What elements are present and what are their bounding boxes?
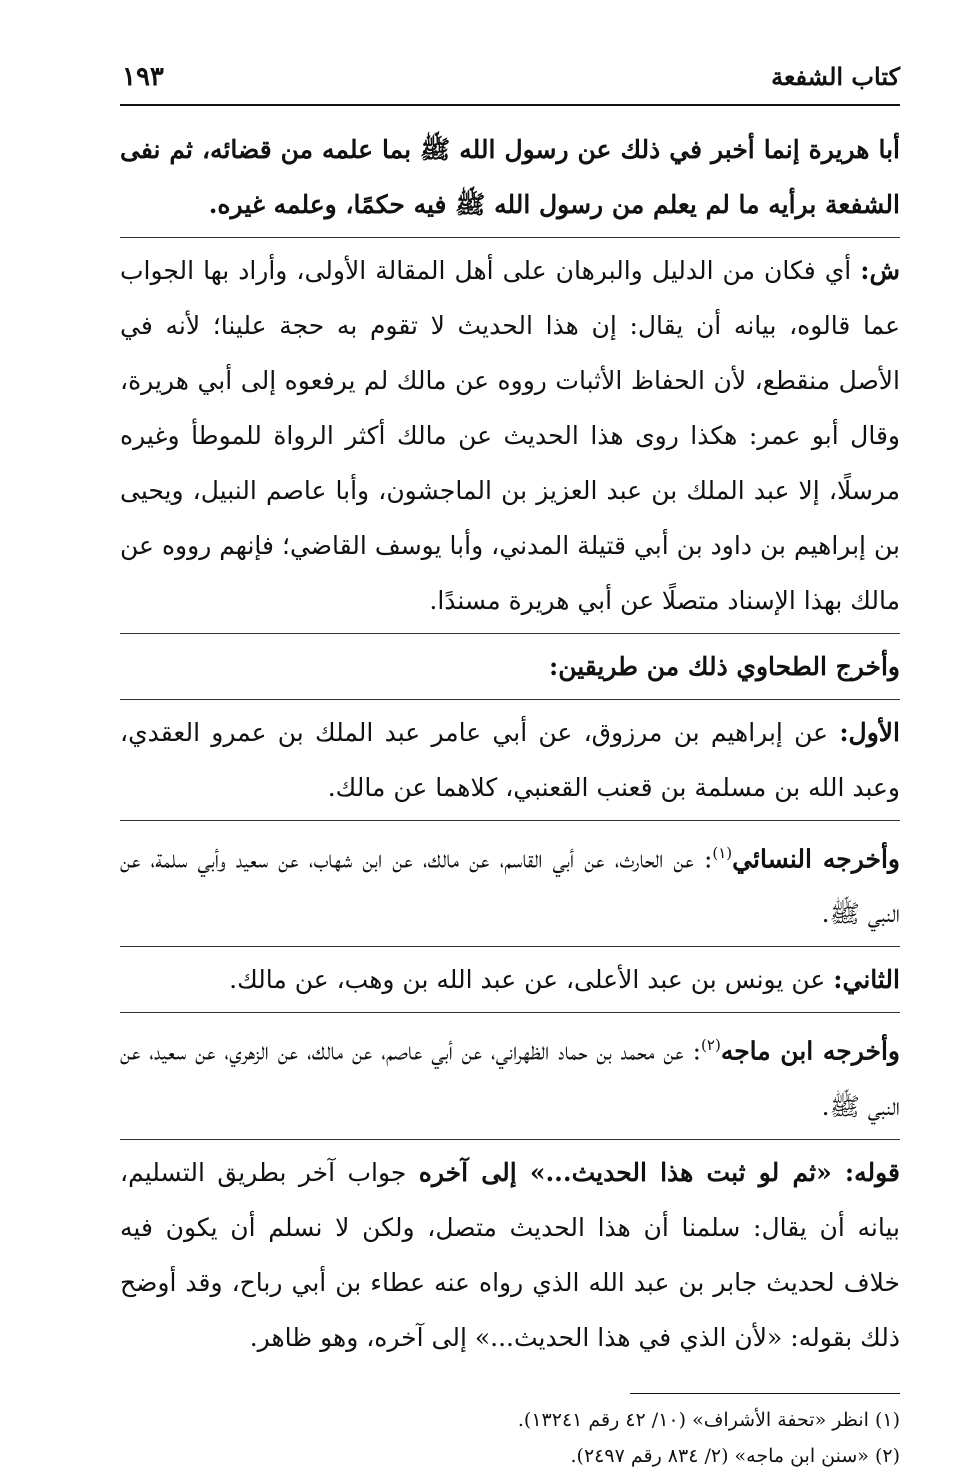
paragraph-8-text: جواب آخر بطريق التسليم، بيانه أن يقال: سلمنا أن هذا الحديث متصل، ولكن لا نسلم أن يكون فيه خلاف لحديث جابر بن عبد الله الذي رواه عنه عطاء بن أبي رباح، وقد أوضح ذلك بقوله: «لأن الذي في هذا الحديث...» إلى آخره، وهو ظاهر.: [120, 1157, 900, 1352]
paragraph-8: [120, 1145, 900, 1365]
paragraph-5: [120, 826, 900, 941]
qawluhu-label: قوله: «ثم لو ثبت هذا الحديث...» إلى آخره: [418, 1157, 900, 1187]
paragraph-2-text: أي فكان من الدليل والبرهان على أهل المقالة الأولى، وأراد بها الجواب عما قالوه، بيانه أن يقال: إن هذا الحديث لا تقوم به حجة علينا؛ لأنه في الأصل منقطع، لأن الحفاظ الأثبات رووه عن مالك لم يرفعوه إلى أبي هريرة، وقال أبو عمر: هكذا روى هذا الحديث عن مالك أكثر الرواة للموطأ وغيره مرسلًا، إلا عبد الملك بن عبد العزيز بن الماجشون، وأبا عاصم النبيل، ويحيى بن إبراهيم بن داود بن أبي قتيلة المدني، وأبا يوسف القاضي؛ فإنهم رووه عن مالك بهذا الإسناد متصلًا عن أبي هريرة مسندًا.: [120, 256, 900, 615]
paragraph-4-text: عن إبراهيم بن مرزوق، عن أبي عامر عبد الملك بن عمرو العقدي، وعبد الله بن مسلمة بن قعنب القعنبي، كلاهما عن مالك.: [120, 718, 900, 802]
page-header: [120, 56, 900, 106]
separator: [120, 633, 900, 634]
paragraph-5-text: : عن الحارث، عن أبي القاسم، عن مالك، عن ابن شهاب، عن سعيد وأبي سلمة، عن النبي ﷺ.: [120, 844, 900, 929]
footnotes: [120, 1393, 900, 1474]
paragraph-3: وأخرج الطحاوي ذلك من طريقين:: [548, 652, 900, 681]
sharh-label: ش:: [860, 256, 900, 285]
paragraph-6: [120, 952, 900, 1007]
book-page: [120, 56, 900, 1474]
footnote-ref-1: (١): [712, 844, 733, 862]
second-way-label: الثاني:: [833, 965, 900, 995]
paragraph-6-text: عن يونس بن عبد الأعلى، عن عبد الله بن وهب، عن مالك.: [229, 965, 834, 995]
footnote-ref-2: (٢): [701, 1036, 721, 1055]
paragraph-2: [120, 243, 900, 628]
paragraph-4: [120, 705, 900, 815]
separator: [120, 1139, 900, 1140]
first-way-label: الأول:: [839, 718, 900, 747]
separator: [120, 820, 900, 821]
main-text: [120, 122, 900, 1365]
separator: [120, 946, 900, 947]
footnote-rule: [630, 1393, 900, 1394]
separator: [120, 1012, 900, 1013]
nasai-label: وأخرجه النسائي: [732, 844, 900, 874]
paragraph-7-text: : عن محمد بن حماد الظهراني، عن أبي عاصم، عن مالك، عن الزهري، عن سعيد، عن النبي ﷺ.: [120, 1036, 900, 1121]
paragraph-7: [120, 1018, 900, 1133]
book-title: كتاب الشفعة: [771, 62, 900, 91]
separator: [120, 699, 900, 700]
page-number: ١٩٣: [122, 62, 164, 92]
footnote-2: (٢) «سنن ابن ماجه» (٢/ ٨٣٤ رقم ٢٤٩٧).: [570, 1444, 900, 1467]
footnote-1: (١) انظر «تحفة الأشراف» (١٠/ ٤٢ رقم ١٣٢٤١).: [517, 1408, 900, 1431]
paragraph-1: أبا هريرة إنما أخبر في ذلك عن رسول الله ﷺ بما علمه من قضائه، ثم نفى الشفعة برأيه ما لم يعلم من رسول الله ﷺ فيه حكمًا، وعلمه غيره.: [120, 135, 900, 219]
ibn-majah-label: وأخرجه ابن ماجه: [720, 1036, 900, 1066]
separator: [120, 237, 900, 238]
